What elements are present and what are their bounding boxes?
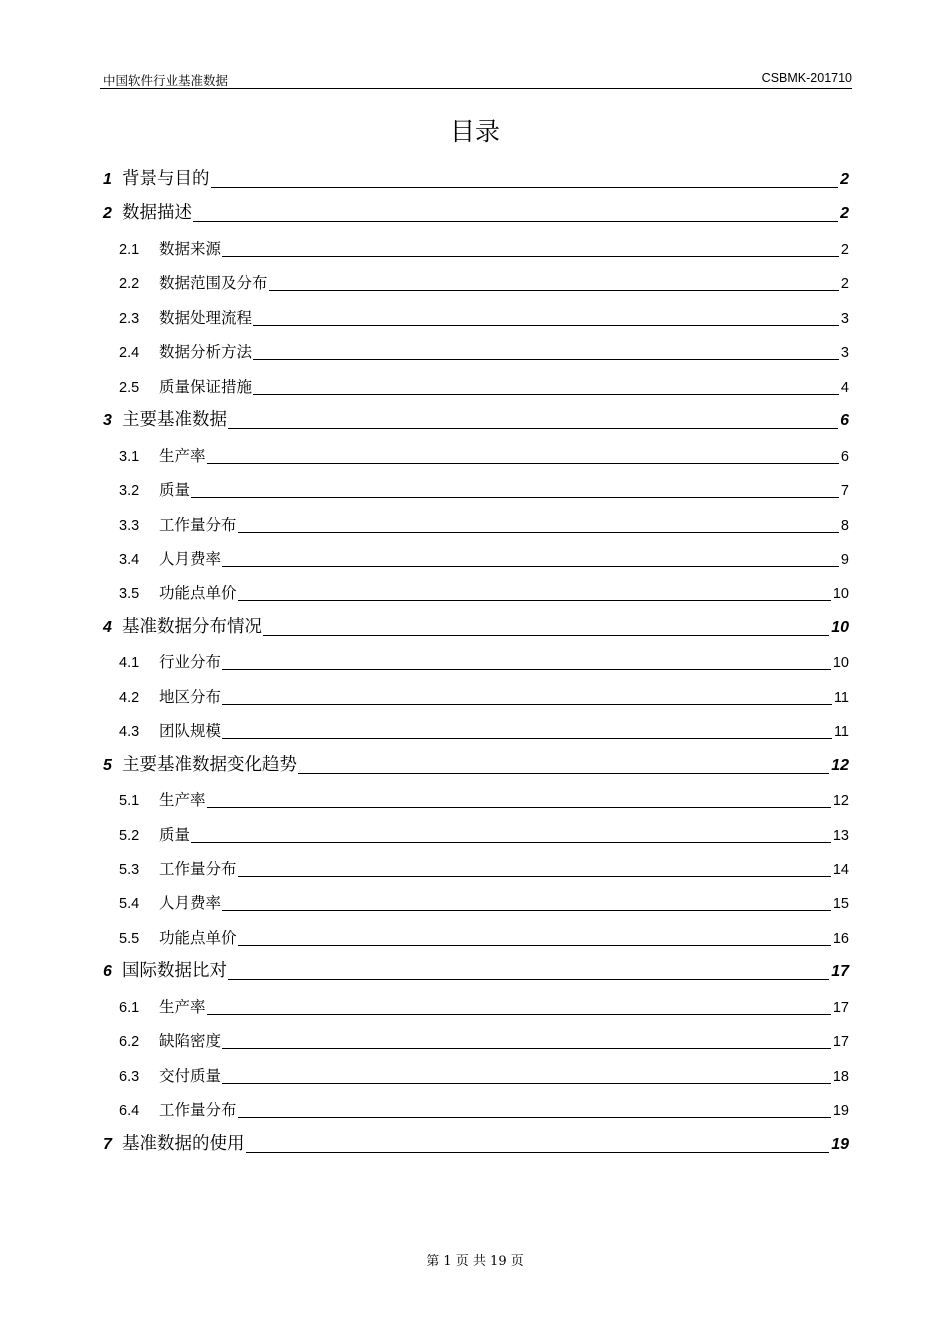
toc-entry-title: 基准数据分布情况 (122, 616, 262, 637)
toc-entry-page: 11 (833, 724, 849, 741)
toc-chapter-entry[interactable] (0, 407, 950, 437)
toc-section-entry[interactable] (0, 821, 950, 851)
toc-entry-number: 5.2 (119, 827, 140, 844)
toc-entry-page: 16 (832, 930, 849, 947)
toc-section-entry[interactable] (0, 511, 950, 541)
toc-entry-title: 团队规模 (159, 722, 222, 741)
toc-section-entry[interactable] (0, 924, 950, 954)
toc-section-entry[interactable] (0, 1096, 950, 1126)
toc-entry-title: 基准数据的使用 (122, 1133, 245, 1154)
toc-entry-page: 12 (831, 756, 849, 774)
toc-entry-page: 17 (831, 963, 849, 981)
toc-entry-title: 数据范围及分布 (159, 274, 268, 293)
toc-entry-page: 6 (840, 412, 849, 430)
toc-entry-title: 地区分布 (159, 687, 222, 706)
toc-entry-page: 8 (840, 517, 849, 534)
toc-entry-title: 数据来源 (159, 239, 222, 258)
page-header-right: CSBMK-201710 (761, 71, 852, 85)
toc-entry-title: 工作量分布 (159, 860, 237, 878)
toc-leader-line (238, 876, 831, 877)
toc-entry-page: 10 (831, 618, 849, 636)
toc-section-entry[interactable] (0, 1027, 950, 1057)
page-header-left: 中国软件行业基准数据 (103, 73, 229, 88)
toc-entry-page: 6 (840, 448, 849, 465)
toc-leader-line (253, 359, 839, 360)
toc-leader-line (222, 1048, 831, 1049)
page-footer: 第 1 页 共 19 页 (426, 1254, 524, 1269)
toc-entry-number: 3.5 (119, 586, 140, 603)
toc-entry-number: 4.1 (119, 655, 140, 672)
toc-section-entry[interactable] (0, 304, 950, 334)
toc-entry-title: 质量保证措施 (159, 377, 253, 396)
toc-entry-page: 10 (832, 586, 849, 603)
toc-leader-line (191, 497, 839, 498)
toc-entry-number: 7 (103, 1135, 112, 1153)
toc-entry-page: 2 (840, 276, 849, 293)
toc-entry-number: 5.1 (119, 793, 140, 810)
toc-chapter-entry[interactable] (0, 614, 950, 644)
toc-entry-title: 生产率 (159, 791, 206, 810)
toc-entry-number: 4.2 (119, 689, 140, 706)
toc-leader-line (228, 428, 838, 429)
toc-leader-line (211, 187, 838, 188)
toc-entry-page: 3 (840, 345, 849, 362)
toc-leader-line (222, 910, 831, 911)
toc-leader-line (207, 807, 831, 808)
toc-entry-number: 2 (103, 205, 112, 223)
toc-entry-page: 7 (840, 483, 849, 500)
toc-entry-page: 2 (840, 241, 849, 258)
toc-leader-line (191, 842, 831, 843)
toc-section-entry[interactable] (0, 786, 950, 816)
toc-entry-page: 13 (832, 827, 849, 844)
toc-section-entry[interactable] (0, 717, 950, 747)
header-rule (100, 88, 852, 89)
toc-entry-title: 国际数据比对 (122, 961, 227, 982)
toc-entry-number: 6 (103, 963, 112, 981)
toc-entry-number: 2.4 (119, 345, 140, 362)
toc-entry-number: 3.1 (119, 448, 140, 465)
toc-entry-title: 人月费率 (159, 894, 222, 913)
toc-leader-line (263, 635, 829, 636)
toc-entry-number: 5.3 (119, 862, 140, 878)
toc-leader-line (207, 463, 839, 464)
toc-section-entry[interactable] (0, 648, 950, 678)
toc-entry-title: 数据描述 (122, 203, 192, 224)
toc-entry-title: 质量 (159, 481, 191, 500)
toc-entry-number: 6.3 (119, 1068, 140, 1085)
toc-entry-number: 3.3 (119, 517, 140, 534)
toc-entry-page: 17 (832, 999, 849, 1016)
toc-leader-line (222, 256, 839, 257)
toc-entry-number: 2.5 (119, 379, 140, 396)
toc-entry-page: 2 (840, 205, 849, 223)
toc-entry-title: 背景与目的 (122, 169, 210, 189)
toc-section-entry[interactable] (0, 338, 950, 368)
toc-entry-page: 15 (832, 896, 849, 913)
toc-section-entry[interactable] (0, 579, 950, 609)
toc-entry-number: 5.5 (119, 930, 140, 947)
toc-entry-number: 3.2 (119, 483, 140, 500)
toc-entry-page: 18 (832, 1068, 849, 1085)
toc-chapter-entry[interactable] (0, 752, 950, 782)
toc-section-entry[interactable] (0, 373, 950, 403)
toc-entry-title: 主要基准数据 (122, 410, 227, 431)
toc-entry-number: 3 (103, 412, 112, 430)
toc-entry-title: 数据分析方法 (159, 343, 253, 362)
toc-entry-title: 工作量分布 (159, 515, 237, 534)
toc-leader-line (207, 1014, 831, 1015)
toc-entry-number: 6.2 (119, 1034, 140, 1051)
toc-leader-line (238, 532, 839, 533)
toc-leader-line (238, 945, 831, 946)
toc-entry-page: 17 (832, 1034, 849, 1051)
toc-entry-title: 行业分布 (159, 653, 222, 672)
toc-chapter-entry[interactable] (0, 200, 950, 230)
toc-chapter-entry[interactable] (0, 958, 950, 988)
toc-entry-number: 3.4 (119, 551, 140, 568)
toc-entry-page: 9 (840, 551, 849, 568)
toc-leader-line (269, 290, 839, 291)
toc-section-entry[interactable] (0, 442, 950, 472)
toc-entry-page: 19 (832, 1103, 849, 1120)
toc-entry-page: 2 (840, 171, 849, 188)
toc-leader-line (193, 221, 838, 222)
toc-leader-line (298, 773, 829, 774)
toc-chapter-entry[interactable] (0, 166, 950, 196)
toc-entry-title: 人月费率 (159, 549, 222, 568)
toc-entry-number: 6.4 (119, 1103, 140, 1120)
toc-entry-title: 生产率 (159, 446, 206, 465)
toc-entry-title: 交付质量 (159, 1066, 222, 1085)
toc-entry-number: 4 (103, 618, 112, 636)
toc-leader-line (238, 600, 831, 601)
toc-leader-line (246, 1152, 829, 1153)
toc-entry-title: 主要基准数据变化趋势 (122, 754, 297, 775)
toc-leader-line (222, 1083, 831, 1084)
page-title: 目录 (449, 117, 500, 146)
toc-section-entry[interactable] (0, 235, 950, 265)
toc-section-entry[interactable] (0, 476, 950, 506)
toc-leader-line (228, 979, 829, 980)
toc-leader-line (253, 325, 839, 326)
toc-section-entry[interactable] (0, 269, 950, 299)
toc-section-entry[interactable] (0, 683, 950, 713)
toc-leader-line (222, 738, 832, 739)
toc-entry-number: 5 (103, 756, 112, 774)
toc-entry-page: 4 (840, 379, 849, 396)
toc-entry-title: 功能点单价 (159, 584, 237, 603)
toc-entry-number: 1 (103, 171, 112, 188)
toc-entry-title: 质量 (159, 825, 191, 844)
toc-chapter-entry[interactable] (0, 1131, 950, 1161)
toc-entry-title: 生产率 (159, 997, 206, 1016)
toc-entry-page: 19 (831, 1135, 849, 1153)
toc-entry-title: 缺陷密度 (159, 1032, 222, 1051)
toc-entry-number: 6.1 (119, 999, 140, 1016)
toc-section-entry[interactable] (0, 1062, 950, 1092)
toc-section-entry[interactable] (0, 545, 950, 575)
toc-section-entry[interactable] (0, 855, 950, 885)
toc-leader-line (222, 704, 832, 705)
toc-entry-title: 工作量分布 (159, 1101, 237, 1120)
toc-entry-page: 3 (840, 310, 849, 327)
toc-entry-number: 4.3 (119, 724, 140, 741)
toc-entry-page: 14 (832, 862, 849, 878)
toc-entry-title: 数据处理流程 (159, 308, 253, 327)
toc-leader-line (222, 566, 839, 567)
toc-entry-number: 5.4 (119, 896, 140, 913)
toc-entry-page: 12 (832, 793, 849, 810)
toc-section-entry[interactable] (0, 993, 950, 1023)
toc-entry-title: 功能点单价 (159, 928, 237, 947)
toc-entry-page: 10 (832, 655, 849, 672)
toc-entry-number: 2.2 (119, 276, 140, 293)
toc-leader-line (238, 1117, 831, 1118)
toc-entry-number: 2.3 (119, 310, 140, 327)
toc-entry-number: 2.1 (119, 241, 140, 258)
toc-section-entry[interactable] (0, 889, 950, 919)
toc-leader-line (222, 669, 831, 670)
toc-entry-page: 11 (833, 689, 849, 706)
toc-leader-line (253, 394, 839, 395)
